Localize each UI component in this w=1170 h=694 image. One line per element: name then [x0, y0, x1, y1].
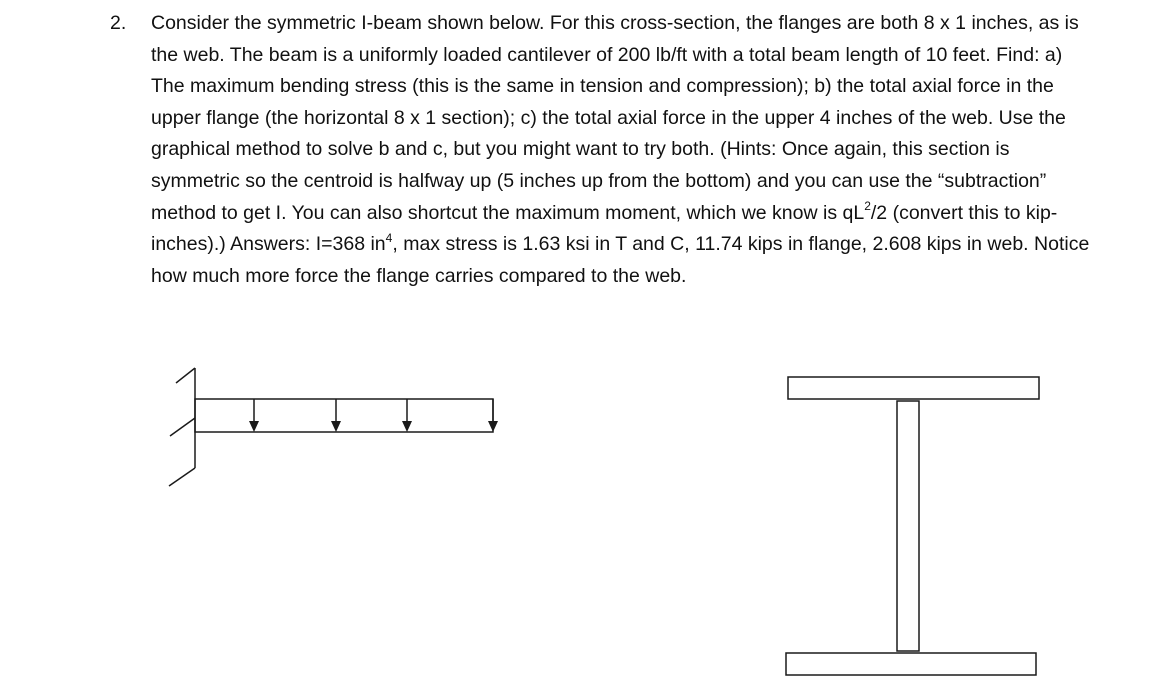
problem-text-part1: Consider the symmetric I-beam shown below. For this cross-section, the flanges are both 8 x 1 inches, as is the web. The beam is a uniformly loaded cantilever of 200 lb/ft with a total beam length of 10 feet. Find: a) The maximum bending stress (this is the same in tension and compression); b) the total axial force in the upper flange (the horizontal 8 x 1 section); c) the total axial force in the upper 4 inches of the web. Use the graphical method to solve b and c, but you might want to try both. (Hints: Once again, this section is symmetric so the centroid is halfway up (5 inches up from the bottom) and you can use the “subtraction” method to get I. You can also shortcut the maximum moment, which we know is qL: [151, 12, 1079, 224]
beam-body: [195, 399, 493, 432]
load-arrows: [249, 399, 498, 432]
load-arrow-2-head: [331, 421, 341, 432]
load-arrow-1-head: [249, 421, 259, 432]
load-arrow-4-head: [488, 421, 498, 432]
bottom-flange: [786, 653, 1036, 675]
problem-text: [151, 8, 1096, 292]
superscript-squared: 2: [864, 199, 871, 214]
superscript-fourth: 4: [385, 230, 393, 245]
web: [897, 401, 919, 651]
problem-text-part2: /2 (convert this to kip-inches).) Answers: I=368 in: [151, 201, 1058, 256]
load-arrow-3-head: [402, 421, 412, 432]
wall-hatch-bottom: [169, 468, 195, 486]
problem-text-part3: , max stress is 1.63 ksi in T and C, 11.74 kips in flange, 2.608 kips in web. Notice how much more force the flange carries compared to the web.: [151, 233, 1090, 287]
i-beam-cross-section: [786, 377, 1039, 675]
cantilever-figure: [169, 368, 498, 486]
top-flange: [788, 377, 1039, 399]
wall-hatch-top: [176, 368, 195, 383]
problem-number: 2.: [110, 12, 127, 34]
wall-hatch-middle: [170, 418, 195, 436]
